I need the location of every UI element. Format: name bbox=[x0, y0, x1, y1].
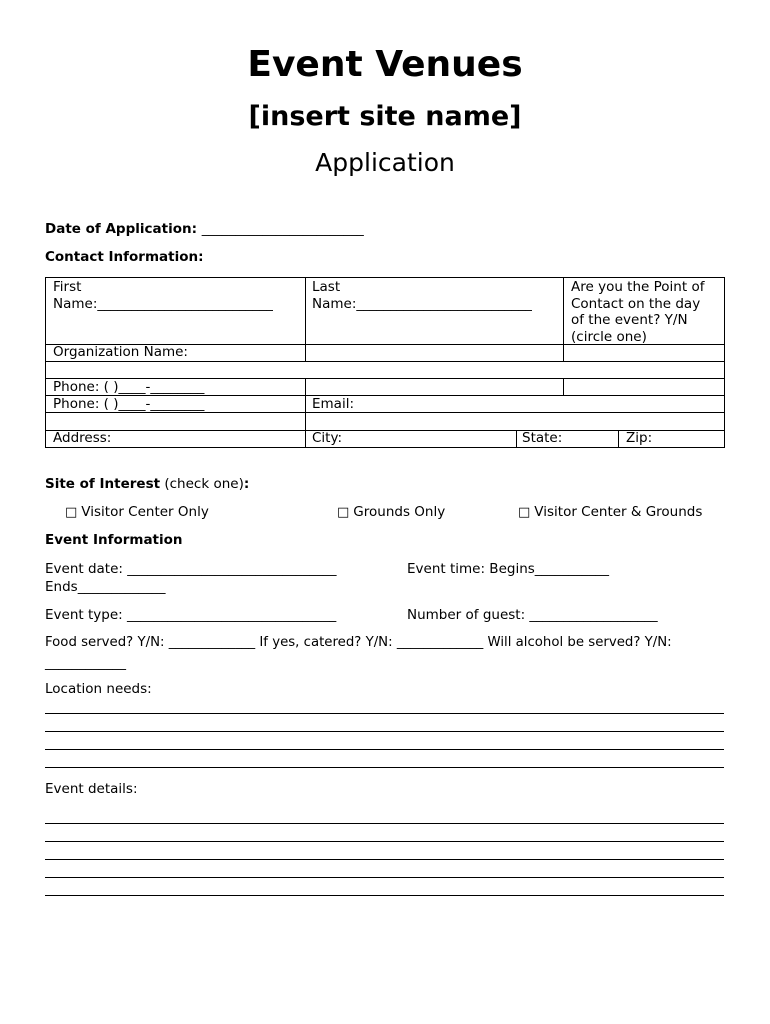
first-name-field[interactable] bbox=[53, 279, 273, 312]
zip-field[interactable]: Zip: bbox=[626, 430, 653, 446]
last-name-field[interactable] bbox=[312, 279, 532, 312]
table-border-bottom bbox=[45, 447, 725, 448]
site-name-placeholder: [insert site name] bbox=[248, 101, 522, 132]
city-field[interactable]: City: bbox=[312, 430, 343, 446]
table-border-right bbox=[724, 277, 725, 448]
event-date-field[interactable]: Event date: _______________________________ bbox=[45, 561, 337, 577]
event-details-label: Event details: bbox=[45, 781, 138, 797]
location-needs-line[interactable] bbox=[45, 731, 724, 732]
poc-line: (circle one) bbox=[571, 328, 647, 345]
poc-line: of the event? Y/N bbox=[571, 312, 688, 328]
event-details-line[interactable] bbox=[45, 841, 724, 842]
location-needs-line[interactable] bbox=[45, 713, 724, 714]
contact-info-table bbox=[45, 277, 725, 448]
location-needs-line[interactable] bbox=[45, 767, 724, 768]
table-col-rule bbox=[563, 277, 564, 361]
first-name-label: First bbox=[53, 279, 82, 295]
site-option-both[interactable] bbox=[518, 504, 702, 520]
point-of-contact-question[interactable] bbox=[571, 279, 704, 345]
phone-field-2[interactable]: Phone: ( )____-________ bbox=[53, 396, 205, 412]
organization-name-field[interactable]: Organization Name: bbox=[53, 344, 188, 360]
phone-field-1[interactable]: Phone: ( )____-________ bbox=[53, 379, 205, 395]
table-col-rule bbox=[516, 430, 517, 448]
site-option-visitor-center[interactable] bbox=[65, 504, 209, 520]
table-border-left bbox=[45, 277, 46, 448]
event-time-ends-field[interactable]: Ends_____________ bbox=[45, 579, 166, 595]
food-alcohol-questions[interactable]: Food served? Y/N: _____________ If yes, catered? Y/N: _____________ Will alcohol be served? Y/N: bbox=[45, 635, 672, 650]
page-subtitle: Application bbox=[315, 148, 455, 177]
contact-info-heading: Contact Information: bbox=[45, 249, 204, 265]
last-name-label: Last bbox=[312, 279, 341, 295]
date-of-application bbox=[45, 221, 364, 237]
event-details-line[interactable] bbox=[45, 859, 724, 860]
event-info-heading: Event Information bbox=[45, 532, 183, 548]
table-col-rule bbox=[618, 430, 619, 448]
checkbox-icon[interactable]: □ bbox=[65, 505, 78, 520]
date-of-application-field[interactable]: ________________________ bbox=[201, 221, 364, 237]
email-field[interactable]: Email: bbox=[312, 396, 355, 412]
site-of-interest-heading bbox=[45, 476, 249, 492]
site-option-grounds[interactable] bbox=[337, 504, 445, 520]
alcohol-answer-blank[interactable]: ____________ bbox=[45, 655, 126, 671]
site-option-label: Visitor Center & Grounds bbox=[534, 504, 703, 520]
table-rule bbox=[45, 430, 725, 431]
table-rule bbox=[45, 361, 725, 362]
checkbox-icon[interactable]: □ bbox=[337, 505, 350, 520]
event-type-field[interactable]: Event type: _______________________________ bbox=[45, 607, 337, 623]
address-field[interactable]: Address: bbox=[53, 430, 112, 446]
event-time-begins-field[interactable]: Event time: Begins___________ bbox=[407, 561, 610, 577]
event-details-line[interactable] bbox=[45, 895, 724, 896]
event-details-line[interactable] bbox=[45, 823, 724, 824]
page-title: Event Venues bbox=[247, 44, 523, 85]
location-needs-line[interactable] bbox=[45, 749, 724, 750]
table-col-rule bbox=[305, 378, 306, 448]
site-of-interest-note: (check one) bbox=[164, 476, 244, 492]
checkbox-icon[interactable]: □ bbox=[518, 505, 531, 520]
last-name-blank: Name:__________________________ bbox=[312, 295, 532, 312]
number-of-guests-field[interactable]: Number of guest: ___________________ bbox=[407, 607, 658, 623]
table-col-rule bbox=[563, 378, 564, 395]
site-option-label: Grounds Only bbox=[353, 504, 446, 520]
date-of-application-label: Date of Application: bbox=[45, 221, 197, 237]
table-border-top bbox=[45, 277, 725, 278]
poc-line: Contact on the day bbox=[571, 295, 701, 312]
site-of-interest-label: Site of Interest bbox=[45, 476, 161, 492]
site-option-label: Visitor Center Only bbox=[81, 504, 209, 520]
table-col-rule bbox=[305, 277, 306, 361]
site-of-interest-colon: : bbox=[243, 476, 250, 492]
event-details-line[interactable] bbox=[45, 877, 724, 878]
poc-line: Are you the Point of bbox=[571, 279, 705, 295]
location-needs-label: Location needs: bbox=[45, 681, 152, 697]
state-field[interactable]: State: bbox=[522, 430, 563, 446]
first-name-blank: Name:__________________________ bbox=[53, 295, 273, 312]
